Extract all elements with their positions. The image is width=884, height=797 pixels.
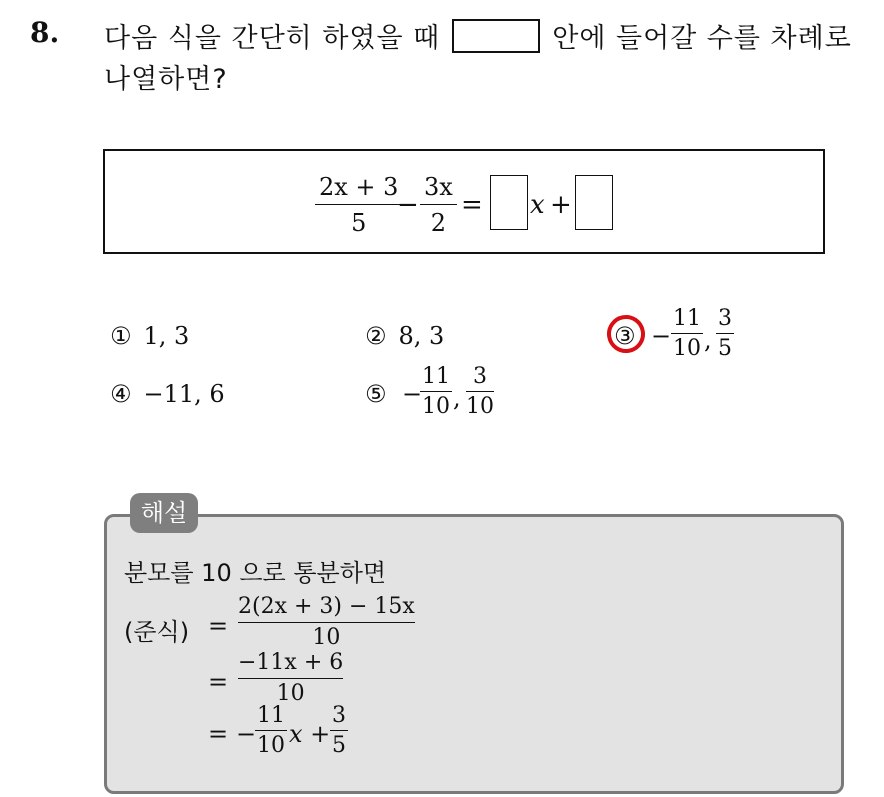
equation-minus: − (397, 190, 419, 220)
option-2[interactable] (365, 322, 444, 350)
fraction-denominator: 5 (332, 733, 346, 758)
option-1[interactable] (110, 322, 189, 350)
fraction-numerator: 11 (255, 703, 287, 731)
fraction-denominator: 10 (673, 336, 701, 361)
solution-intro: 분모를 10 으로 통분하면 (124, 559, 387, 587)
option-5-minus: − (402, 380, 423, 408)
fraction-numerator: 3 (330, 703, 348, 731)
fraction-denominator: 5 (718, 336, 732, 361)
equation-x: x (530, 190, 545, 220)
option-3-mark[interactable] (614, 322, 636, 350)
option-mark: ① (110, 322, 132, 350)
solution-step-3-x: x + (289, 720, 331, 748)
option-text: −11, 6 (143, 380, 225, 408)
equation-fraction-2 (420, 173, 457, 237)
option-3-fraction-2 (716, 306, 734, 361)
solution-step-1 (238, 594, 415, 650)
question-line-2: 나열하면? (104, 64, 228, 95)
option-3-minus: − (651, 322, 672, 350)
question-number: 8. (30, 16, 60, 49)
solution-step-2 (238, 650, 343, 706)
fraction-numerator: −11x + 6 (238, 650, 343, 679)
solution-step-3-fraction-2 (330, 703, 348, 758)
solution-tag: 해설 (130, 493, 198, 533)
option-5-fraction-2 (466, 364, 494, 419)
option-mark: ③ (614, 322, 636, 350)
solution-label: (준식) (124, 618, 190, 646)
solution-equals-3: = (208, 720, 229, 748)
option-5-mark[interactable] (365, 380, 387, 408)
solution-step-3-fraction-1 (255, 703, 287, 758)
fraction-denominator: 10 (422, 394, 450, 419)
solution-equals-1: = (208, 612, 229, 640)
question-text-after-box: 안에 들어갈 수를 차례로 (552, 23, 852, 54)
option-5-fraction-1 (420, 364, 452, 419)
answer-blank-2 (575, 175, 613, 230)
question-text-before-box: 다음 식을 간단히 하였을 때 (104, 23, 441, 54)
fraction-denominator: 10 (276, 681, 305, 706)
fraction-numerator: 3x (420, 173, 457, 205)
equation-equals: = (461, 190, 483, 220)
fraction-numerator: 11 (420, 364, 452, 392)
fraction-denominator: 10 (312, 625, 341, 650)
fraction-denominator: 10 (257, 733, 285, 758)
fraction-numerator: 2x + 3 (315, 173, 402, 205)
option-text: 8, 3 (398, 322, 445, 350)
option-4[interactable] (110, 380, 225, 408)
fraction-numerator: 3 (466, 364, 494, 392)
fraction-numerator: 3 (716, 306, 734, 334)
option-3-separator: , (704, 326, 712, 354)
fraction-denominator: 10 (466, 394, 494, 419)
fraction-denominator: 2 (430, 209, 447, 237)
solution-step-3-minus: − (236, 720, 257, 748)
fraction-numerator: 11 (671, 306, 703, 334)
equation-plus: + (550, 190, 572, 220)
option-text: 1, 3 (143, 322, 190, 350)
blank-box (452, 19, 540, 53)
answer-blank-1 (490, 175, 528, 230)
equation-fraction-1 (315, 173, 402, 237)
option-mark: ⑤ (365, 380, 387, 408)
option-5-separator: , (453, 384, 461, 412)
option-mark: ② (365, 322, 387, 350)
question-line-1 (104, 16, 852, 55)
option-mark: ④ (110, 380, 132, 408)
option-3-fraction-1 (671, 306, 703, 361)
fraction-numerator: 2(2x + 3) − 15x (238, 594, 415, 623)
fraction-denominator: 5 (351, 209, 367, 237)
solution-equals-2: = (208, 668, 229, 696)
